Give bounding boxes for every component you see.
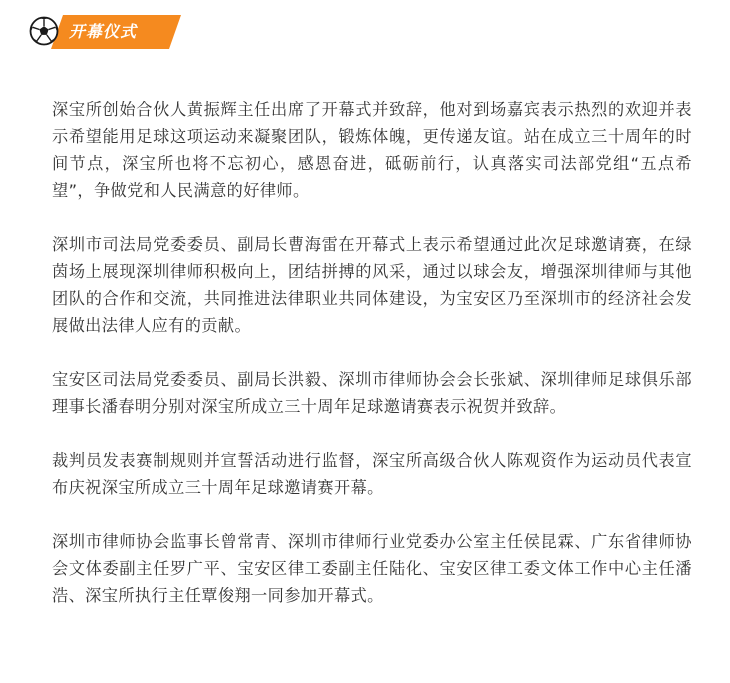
section-header (29, 12, 229, 52)
soccer-ball-icon (29, 16, 59, 46)
paragraph-attendees: 深圳市律师协会监事长曾常青、深圳市律师行业党委办公室主任侯昆霖、广东省律师协会文体委副主任罗广平、宝安区律工委副主任陆化、宝安区律工委文体工作中心主任潘浩、深宝所执行主任覃俊翔一同参加开幕式。 (52, 532, 692, 605)
paragraph-justice-bureau-speech: 深圳市司法局党委委员、副局长曹海雷在开幕式上表示希望通过此次足球邀请赛，在绿茵场上展现深圳律师积极向上，团结拼搏的风采，通过以球会友，增强深圳律师与其他团队的合作和交流，共同推进法律职业共同体建设，为宝安区乃至深圳市的经济社会发展做出法律人应有的贡献。 (52, 235, 692, 335)
paragraph-congratulations: 宝安区司法局党委委员、副局长洪毅、深圳市律师协会会长张斌、深圳律师足球俱乐部理事长潘春明分别对深宝所成立三十周年足球邀请赛表示祝贺并致辞。 (52, 370, 692, 416)
article-body (52, 96, 692, 609)
paragraph-referee-oath: 裁判员发表赛制规则并宣誓活动进行监督，深宝所高级合伙人陈观资作为运动员代表宣布庆祝深宝所成立三十周年足球邀请赛开幕。 (52, 451, 692, 497)
section-title: 开幕仪式 (69, 22, 138, 41)
paragraph-opening-speech: 深宝所创始合伙人黄振辉主任出席了开幕式并致辞，他对到场嘉宾表示热烈的欢迎并表示希望能用足球这项运动来凝聚团队，锻炼体魄，更传递友谊。站在成立三十周年的时间节点，深宝所也将不忘初心，感恩奋进，砥砺前行，认真落实司法部党组“五点希望”，争做党和人民满意的好律师。 (52, 100, 692, 200)
